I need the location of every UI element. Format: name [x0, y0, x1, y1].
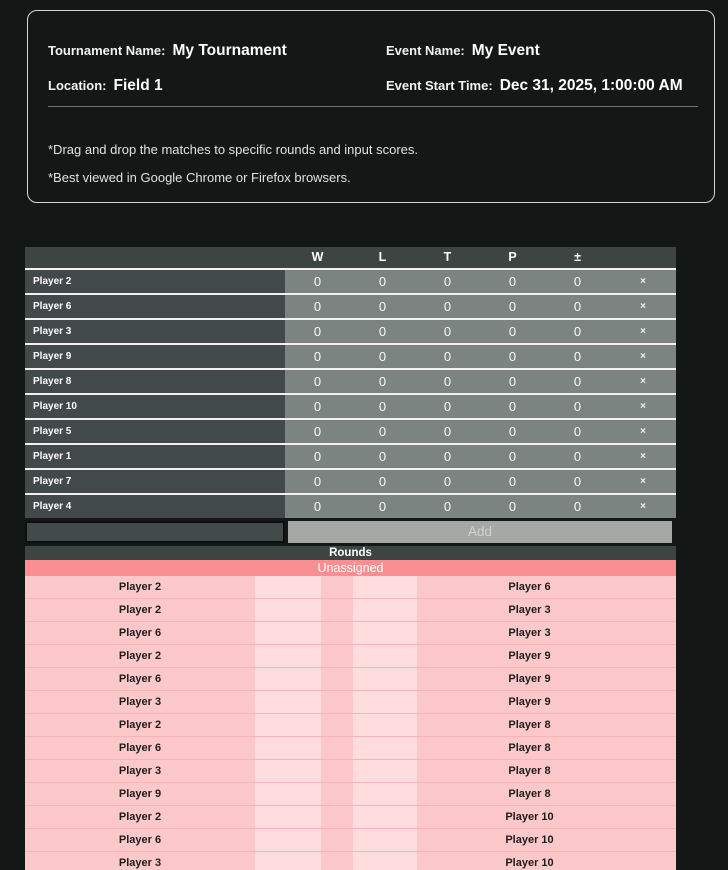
- match-trailing-space: [642, 760, 676, 782]
- rounds-section-title: Rounds: [25, 546, 676, 560]
- score-input-right[interactable]: [353, 668, 417, 690]
- ties-value[interactable]: 0: [415, 345, 480, 368]
- remove-player-button[interactable]: ×: [610, 270, 676, 293]
- match-trailing-space: [642, 576, 676, 598]
- match-row[interactable]: [25, 576, 676, 599]
- score-input-right[interactable]: [353, 645, 417, 667]
- losses-value[interactable]: 0: [350, 270, 415, 293]
- match-player-right: Player 9: [508, 696, 551, 708]
- score-input-right[interactable]: [353, 760, 417, 782]
- plusminus-value[interactable]: 0: [545, 395, 610, 418]
- standings-row: [25, 318, 676, 343]
- losses-value[interactable]: 0: [350, 320, 415, 343]
- score-input-right[interactable]: [353, 714, 417, 736]
- match-trailing-space: [642, 599, 676, 621]
- player-name: Player 7: [25, 470, 285, 493]
- losses-value[interactable]: 0: [350, 445, 415, 468]
- match-trailing-space: [642, 714, 676, 736]
- event-start-time-value: Dec 31, 2025, 1:00:00 AM: [499, 77, 683, 94]
- score-input-left[interactable]: [255, 622, 321, 644]
- score-input-right[interactable]: [353, 783, 417, 805]
- match-row[interactable]: [25, 852, 676, 870]
- match-player-right: Player 10: [505, 834, 554, 846]
- ties-value[interactable]: 0: [415, 370, 480, 393]
- match-trailing-space: [642, 645, 676, 667]
- score-input-left[interactable]: [255, 783, 321, 805]
- match-player-right: Player 9: [508, 650, 551, 662]
- score-input-right[interactable]: [353, 599, 417, 621]
- plusminus-value[interactable]: 0: [545, 370, 610, 393]
- tournament-name-value: My Tournament: [172, 42, 287, 59]
- score-input-left[interactable]: [255, 645, 321, 667]
- match-trailing-space: [642, 829, 676, 851]
- match-player-left: Player 2: [118, 811, 162, 823]
- standings-row: [25, 268, 676, 293]
- losses-value[interactable]: 0: [350, 295, 415, 318]
- wins-value[interactable]: 0: [285, 420, 350, 443]
- standings-row: [25, 293, 676, 318]
- remove-player-button[interactable]: ×: [610, 495, 676, 518]
- score-input-left[interactable]: [255, 760, 321, 782]
- points-value[interactable]: 0: [480, 295, 545, 318]
- standings-header-row: [25, 247, 676, 268]
- match-row[interactable]: [25, 714, 676, 737]
- match-gap: [321, 737, 353, 759]
- match-player-left: Player 3: [118, 765, 162, 777]
- score-input-right[interactable]: [353, 852, 417, 870]
- event-start-time-label: Event Start Time:: [386, 78, 493, 93]
- tournament-name-label: Tournament Name:: [48, 43, 166, 58]
- losses-value[interactable]: 0: [350, 420, 415, 443]
- player-name: Player 2: [25, 270, 285, 293]
- match-gap: [321, 760, 353, 782]
- instruction-note-2: *Best viewed in Google Chrome or Firefox browsers.: [48, 170, 351, 185]
- points-value[interactable]: 0: [480, 470, 545, 493]
- wins-value[interactable]: 0: [285, 445, 350, 468]
- match-player-left: Player 2: [118, 650, 162, 662]
- standings-header-plusminus: ±: [574, 250, 581, 264]
- score-input-left[interactable]: [255, 599, 321, 621]
- match-gap: [321, 645, 353, 667]
- standings-row: [25, 368, 676, 393]
- standings-row: [25, 393, 676, 418]
- standings-header-name: [25, 247, 285, 268]
- match-player-left: Player 6: [118, 673, 162, 685]
- wins-value[interactable]: 0: [285, 295, 350, 318]
- unassigned-round-header[interactable]: Unassigned: [25, 560, 676, 576]
- match-trailing-space: [642, 691, 676, 713]
- player-name: Player 5: [25, 420, 285, 443]
- score-input-left[interactable]: [255, 714, 321, 736]
- wins-value[interactable]: 0: [285, 370, 350, 393]
- match-trailing-space: [642, 668, 676, 690]
- remove-player-button[interactable]: ×: [610, 420, 676, 443]
- score-input-left[interactable]: [255, 691, 321, 713]
- match-gap: [321, 599, 353, 621]
- losses-value[interactable]: 0: [350, 470, 415, 493]
- add-player-button[interactable]: Add: [288, 521, 672, 543]
- match-player-left: Player 3: [118, 696, 162, 708]
- points-value[interactable]: 0: [480, 395, 545, 418]
- player-name: Player 9: [25, 345, 285, 368]
- match-gap: [321, 576, 353, 598]
- ties-value[interactable]: 0: [415, 420, 480, 443]
- points-value[interactable]: 0: [480, 345, 545, 368]
- ties-value[interactable]: 0: [415, 445, 480, 468]
- player-name: Player 8: [25, 370, 285, 393]
- standings-row: [25, 418, 676, 443]
- unassigned-matches: [25, 576, 676, 870]
- event-name-label: Event Name:: [386, 43, 465, 58]
- score-input-right[interactable]: [353, 691, 417, 713]
- losses-value[interactable]: 0: [350, 345, 415, 368]
- player-name: Player 10: [25, 395, 285, 418]
- remove-player-button[interactable]: ×: [610, 345, 676, 368]
- remove-player-button[interactable]: ×: [610, 470, 676, 493]
- standings-header-ties: T: [443, 250, 452, 264]
- wins-value[interactable]: 0: [285, 395, 350, 418]
- match-gap: [321, 852, 353, 870]
- standings-row: [25, 493, 676, 518]
- standings-header-losses: L: [378, 250, 387, 264]
- ties-value[interactable]: 0: [415, 395, 480, 418]
- wins-value[interactable]: 0: [285, 320, 350, 343]
- plusminus-value[interactable]: 0: [545, 295, 610, 318]
- standings-row: [25, 443, 676, 468]
- match-player-left: Player 6: [118, 627, 162, 639]
- standings-header-points: P: [508, 250, 517, 264]
- match-player-left: Player 6: [118, 834, 162, 846]
- ties-value[interactable]: 0: [415, 470, 480, 493]
- plusminus-value[interactable]: 0: [545, 495, 610, 518]
- wins-value[interactable]: 0: [285, 495, 350, 518]
- player-name: Player 6: [25, 295, 285, 318]
- remove-player-button[interactable]: ×: [610, 320, 676, 343]
- match-gap: [321, 668, 353, 690]
- remove-player-button[interactable]: ×: [610, 295, 676, 318]
- points-value[interactable]: 0: [480, 420, 545, 443]
- ties-value[interactable]: 0: [415, 270, 480, 293]
- location-value: Field 1: [113, 77, 163, 94]
- score-input-right[interactable]: [353, 576, 417, 598]
- score-input-left[interactable]: [255, 806, 321, 828]
- score-input-left[interactable]: [255, 668, 321, 690]
- losses-value[interactable]: 0: [350, 370, 415, 393]
- match-gap: [321, 829, 353, 851]
- match-player-right: Player 10: [505, 857, 554, 869]
- match-row[interactable]: [25, 645, 676, 668]
- plusminus-value[interactable]: 0: [545, 320, 610, 343]
- match-player-left: Player 9: [118, 788, 162, 800]
- score-input-right[interactable]: [353, 622, 417, 644]
- match-player-right: Player 3: [508, 604, 551, 616]
- add-player-input[interactable]: [25, 521, 285, 543]
- match-row[interactable]: [25, 760, 676, 783]
- match-player-right: Player 10: [505, 811, 554, 823]
- match-player-right: Player 8: [508, 788, 551, 800]
- standings-body: [25, 268, 676, 518]
- score-input-right[interactable]: [353, 806, 417, 828]
- wins-value[interactable]: 0: [285, 270, 350, 293]
- score-input-left[interactable]: [255, 852, 321, 870]
- points-value[interactable]: 0: [480, 370, 545, 393]
- match-player-right: Player 6: [508, 581, 551, 593]
- match-player-right: Player 8: [508, 719, 551, 731]
- standings-row: [25, 468, 676, 493]
- points-value[interactable]: 0: [480, 495, 545, 518]
- standings-table: [25, 247, 676, 518]
- match-row[interactable]: [25, 737, 676, 760]
- match-player-right: Player 3: [508, 627, 551, 639]
- ties-value[interactable]: 0: [415, 320, 480, 343]
- wins-value[interactable]: 0: [285, 470, 350, 493]
- ties-value[interactable]: 0: [415, 295, 480, 318]
- match-row[interactable]: [25, 783, 676, 806]
- player-name: Player 4: [25, 495, 285, 518]
- match-player-left: Player 2: [118, 719, 162, 731]
- player-name: Player 1: [25, 445, 285, 468]
- score-input-right[interactable]: [353, 829, 417, 851]
- standings-header-remove: [610, 247, 676, 268]
- points-value[interactable]: 0: [480, 320, 545, 343]
- match-player-right: Player 9: [508, 673, 551, 685]
- match-trailing-space: [642, 852, 676, 870]
- match-gap: [321, 691, 353, 713]
- match-trailing-space: [642, 783, 676, 805]
- match-player-right: Player 8: [508, 742, 551, 754]
- match-row[interactable]: [25, 691, 676, 714]
- match-player-left: Player 2: [118, 604, 162, 616]
- match-row[interactable]: [25, 829, 676, 852]
- instruction-note-1: *Drag and drop the matches to specific rounds and input scores.: [48, 142, 418, 157]
- remove-player-button[interactable]: ×: [610, 395, 676, 418]
- info-divider: [48, 106, 698, 107]
- match-player-left: Player 2: [118, 581, 162, 593]
- match-gap: [321, 714, 353, 736]
- plusminus-value[interactable]: 0: [545, 345, 610, 368]
- match-row[interactable]: [25, 599, 676, 622]
- losses-value[interactable]: 0: [350, 395, 415, 418]
- score-input-left[interactable]: [255, 829, 321, 851]
- player-name: Player 3: [25, 320, 285, 343]
- plusminus-value[interactable]: 0: [545, 445, 610, 468]
- match-gap: [321, 622, 353, 644]
- match-player-right: Player 8: [508, 765, 551, 777]
- match-row[interactable]: [25, 668, 676, 691]
- points-value[interactable]: 0: [480, 445, 545, 468]
- plusminus-value[interactable]: 0: [545, 470, 610, 493]
- standings-row: [25, 343, 676, 368]
- match-trailing-space: [642, 806, 676, 828]
- plusminus-value[interactable]: 0: [545, 420, 610, 443]
- match-gap: [321, 806, 353, 828]
- remove-player-button[interactable]: ×: [610, 445, 676, 468]
- event-name-value: My Event: [471, 42, 540, 59]
- match-trailing-space: [642, 737, 676, 759]
- ties-value[interactable]: 0: [415, 495, 480, 518]
- event-info-panel: [27, 10, 715, 203]
- score-input-right[interactable]: [353, 737, 417, 759]
- plusminus-value[interactable]: 0: [545, 270, 610, 293]
- match-player-left: Player 6: [118, 742, 162, 754]
- standings-header-wins: W: [311, 250, 324, 264]
- points-value[interactable]: 0: [480, 270, 545, 293]
- remove-player-button[interactable]: ×: [610, 370, 676, 393]
- wins-value[interactable]: 0: [285, 345, 350, 368]
- match-row[interactable]: [25, 622, 676, 645]
- score-input-left[interactable]: [255, 737, 321, 759]
- match-gap: [321, 783, 353, 805]
- losses-value[interactable]: 0: [350, 495, 415, 518]
- score-input-left[interactable]: [255, 576, 321, 598]
- match-trailing-space: [642, 622, 676, 644]
- match-player-left: Player 3: [118, 857, 162, 869]
- location-label: Location:: [48, 78, 107, 93]
- match-row[interactable]: [25, 806, 676, 829]
